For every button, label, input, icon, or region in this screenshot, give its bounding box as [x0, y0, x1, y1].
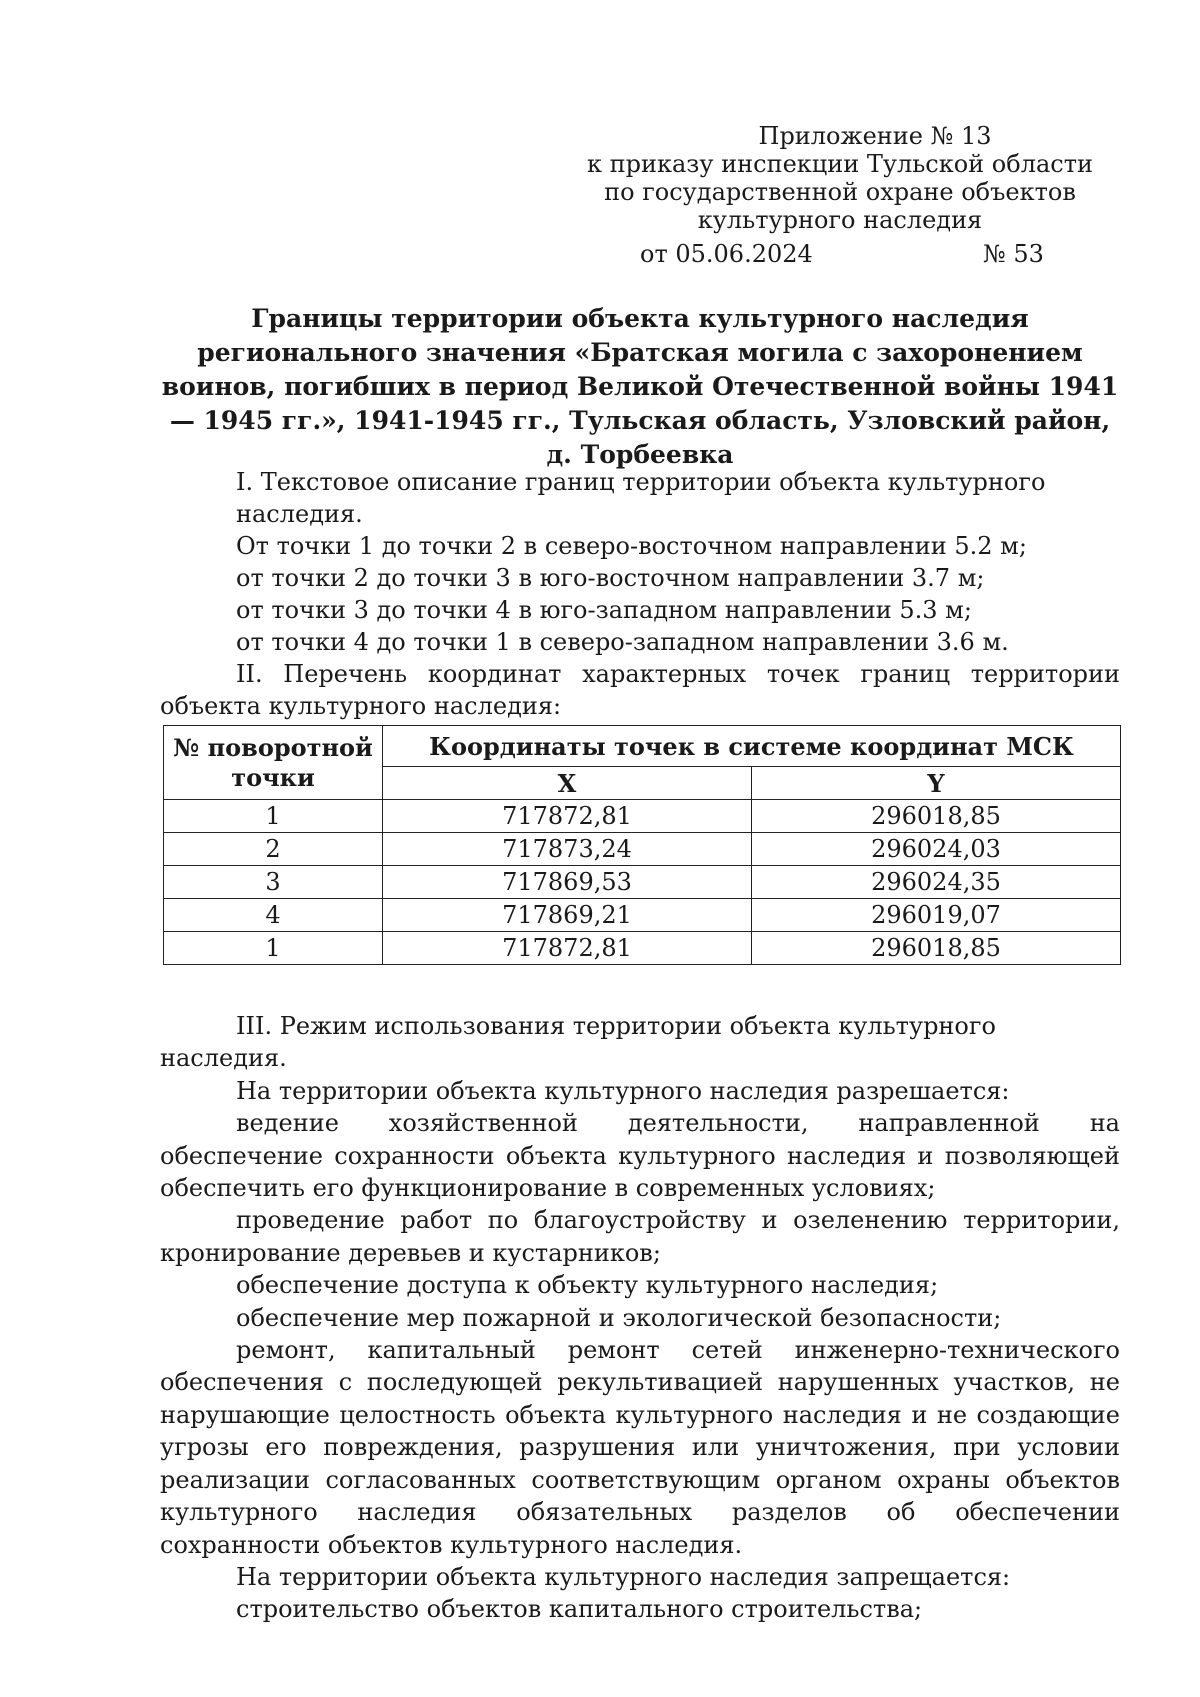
column-header-x: X: [383, 767, 752, 800]
boundary-line: От точки 1 до точки 2 в северо-восточном направлении 5.2 м;: [236, 532, 1027, 560]
cell-y: 296018,85: [751, 932, 1120, 965]
cell-x: 717872,81: [383, 800, 752, 833]
column-header-y: Y: [751, 767, 1120, 800]
section-3: [160, 1010, 1120, 1626]
order-reference-line: культурного наследия: [697, 206, 983, 234]
boundary-line: от точки 4 до точки 1 в северо-западном направлении 3.6 м.: [236, 628, 1009, 656]
section-2-heading: II. Перечень координат характерных точек границ территории объекта культурного наследия:: [160, 660, 1120, 720]
section-1: [160, 466, 1120, 722]
forbidden-item: строительство объектов капитального строительства;: [236, 1595, 923, 1624]
coordinates-table: [163, 725, 1121, 965]
column-header-coords: Координаты точек в системе координат МСК: [383, 726, 1121, 767]
cell-y: 296024,35: [751, 866, 1120, 899]
order-date-row: [640, 240, 1060, 268]
table-row: [164, 833, 1121, 866]
allowed-item: проведение работ по благоустройству и озеленению территории, кронирование деревьев и кустарников;: [160, 1206, 1120, 1267]
cell-point: 1: [164, 932, 383, 965]
boundary-line: от точки 3 до точки 4 в юго-западном направлении 5.3 м;: [236, 596, 972, 624]
cell-y: 296024,03: [751, 833, 1120, 866]
cell-x: 717869,53: [383, 866, 752, 899]
cell-x: 717869,21: [383, 899, 752, 932]
column-header-point: № поворотной точки: [164, 726, 383, 800]
forbidden-heading: На территории объекта культурного наследия запрещается:: [236, 1562, 1011, 1591]
allowed-item: обеспечение доступа к объекту культурного наследия;: [236, 1271, 939, 1300]
document-title: Границы территории объекта культурного наследия регионального значения «Братская могила с захоронением воинов, погибших в период Великой Отечественной войны 1941 — 1945 гг.», 1941-1945 гг., Тульская область, Узловский район, д. Торбеевка: [161, 304, 1119, 469]
order-reference-line: по государственной охране объектов: [604, 178, 1076, 206]
table-row: [164, 800, 1121, 833]
cell-x: 717872,81: [383, 932, 752, 965]
cell-x: 717873,24: [383, 833, 752, 866]
appendix-header: [560, 122, 1120, 234]
allowed-heading: На территории объекта культурного наследия разрешается:: [236, 1076, 1010, 1105]
table-row: [164, 899, 1121, 932]
allowed-item: обеспечение мер пожарной и экологической безопасности;: [236, 1303, 1002, 1332]
order-date: от 05.06.2024: [640, 240, 813, 268]
allowed-item: ремонт, капитальный ремонт сетей инженерно-технического обеспечения с последующей рекультивацией нарушенных участков, не нарушающие целостность объекта культурного наследия и не создающие угрозы его повреждения, разрушения или уничтожения, при условии реализации согласованных соответствующим органом охраны объектов культурного наследия обязательных разделов об обеспечении сохранности объектов культурного наследия.: [160, 1336, 1120, 1559]
cell-point: 4: [164, 899, 383, 932]
section-3-heading: III. Режим использования территории объекта культурного наследия.: [160, 1012, 996, 1073]
table-row: [164, 866, 1121, 899]
order-number: № 53: [983, 240, 1044, 268]
table-header-row: [164, 726, 1121, 767]
cell-y: 296018,85: [751, 800, 1120, 833]
section-1-heading: I. Текстовое описание границ территории объекта культурного наследия.: [236, 468, 1046, 528]
order-reference-line: к приказу инспекции Тульской области: [587, 150, 1093, 178]
cell-point: 3: [164, 866, 383, 899]
cell-point: 2: [164, 833, 383, 866]
allowed-item: ведение хозяйственной деятельности, направленной на обеспечение сохранности объекта культурного наследия и позволяющей обеспечить его функционирование в современных условиях;: [160, 1109, 1120, 1203]
boundary-line: от точки 2 до точки 3 в юго-восточном направлении 3.7 м;: [236, 564, 985, 592]
cell-y: 296019,07: [751, 899, 1120, 932]
appendix-number: Приложение № 13: [758, 122, 992, 150]
table-row: [164, 932, 1121, 965]
cell-point: 1: [164, 800, 383, 833]
